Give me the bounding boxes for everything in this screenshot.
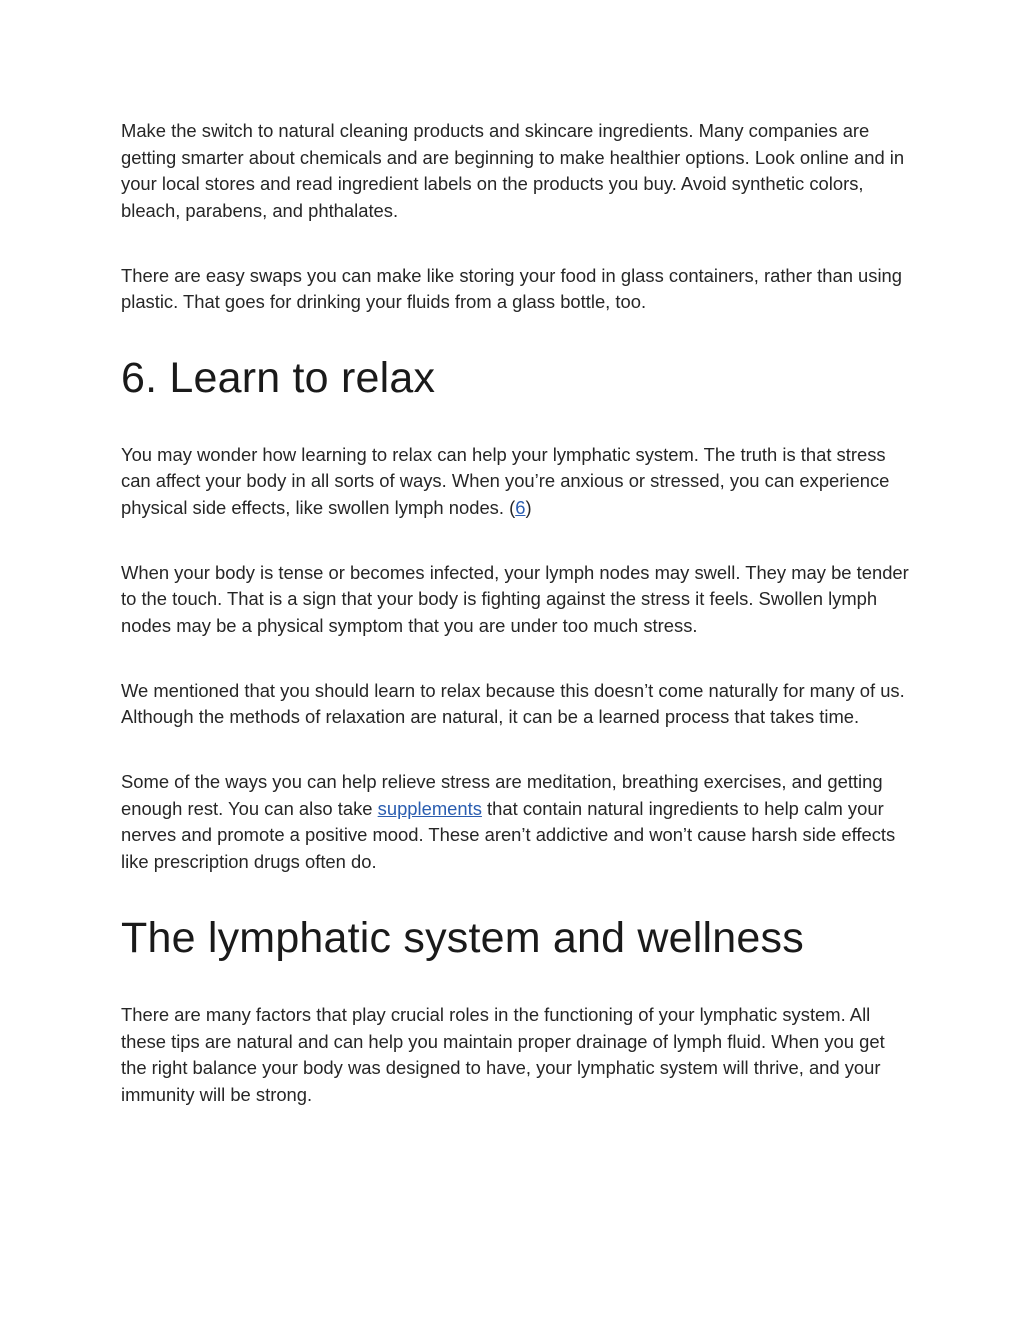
paragraph-relieve-stress	[121, 769, 911, 875]
supplements-link[interactable]: supplements	[377, 797, 482, 819]
paragraph-relax-intro-text: You may wonder how learning to relax can help your lymphatic system. The truth is that stress can affect your body in all sorts of ways. When you’re anxious or stressed, you can experience physical side effects, like swollen lymph nodes. (	[121, 443, 890, 518]
paragraph-easy-swaps: There are easy swaps you can make like storing your food in glass containers, rather than using plastic. That goes for drinking your fluids from a glass bottle, too.	[121, 264, 902, 312]
paragraph-relieve-stress-text: Some of the ways you can help relieve stress are meditation, breathing exercises, and getting enough rest. You can also take	[121, 771, 883, 819]
heading-lymphatic-wellness: The lymphatic system and wellness	[121, 914, 804, 962]
paragraph-relieve-stress-rest: that contain natural ingredients to help calm your nerves and promote a positive mood. These aren’t addictive and won’t cause harsh side effects like prescription drugs often do.	[121, 797, 896, 872]
heading-learn-to-relax: 6. Learn to relax	[121, 353, 436, 402]
document-page	[121, 118, 911, 1108]
paragraph-relax-intro	[121, 442, 911, 522]
citation-link-6[interactable]: 6	[515, 496, 526, 518]
paragraph-swollen-nodes: When your body is tense or becomes infected, your lymph nodes may swell. They may be tender to the touch. That is a sign that your body is fighting against the stress it feels. Swollen lymph nodes may be a physical symptom that you are under too much stress.	[121, 561, 909, 636]
paragraph-natural-products: Make the switch to natural cleaning products and skincare ingredients. Many companies are getting smarter about chemicals and are beginning to make healthier options. Look online and in your local stores and read ingredient labels on the products you buy. Avoid synthetic colors, bleach, parabens, and phthalates.	[121, 120, 905, 221]
paragraph-learned-process: We mentioned that you should learn to relax because this doesn’t come naturally for many of us. Although the methods of relaxation are natural, it can be a learned process that takes time.	[121, 679, 905, 727]
paragraph-conclusion: There are many factors that play crucial roles in the functioning of your lymphatic system. All these tips are natural and can help you maintain proper drainage of lymph fluid. When you get the right balance your body was designed to have, your lymphatic system will thrive, and your immunity will be strong.	[121, 1004, 885, 1105]
paragraph-relax-intro-close: )	[525, 496, 532, 518]
